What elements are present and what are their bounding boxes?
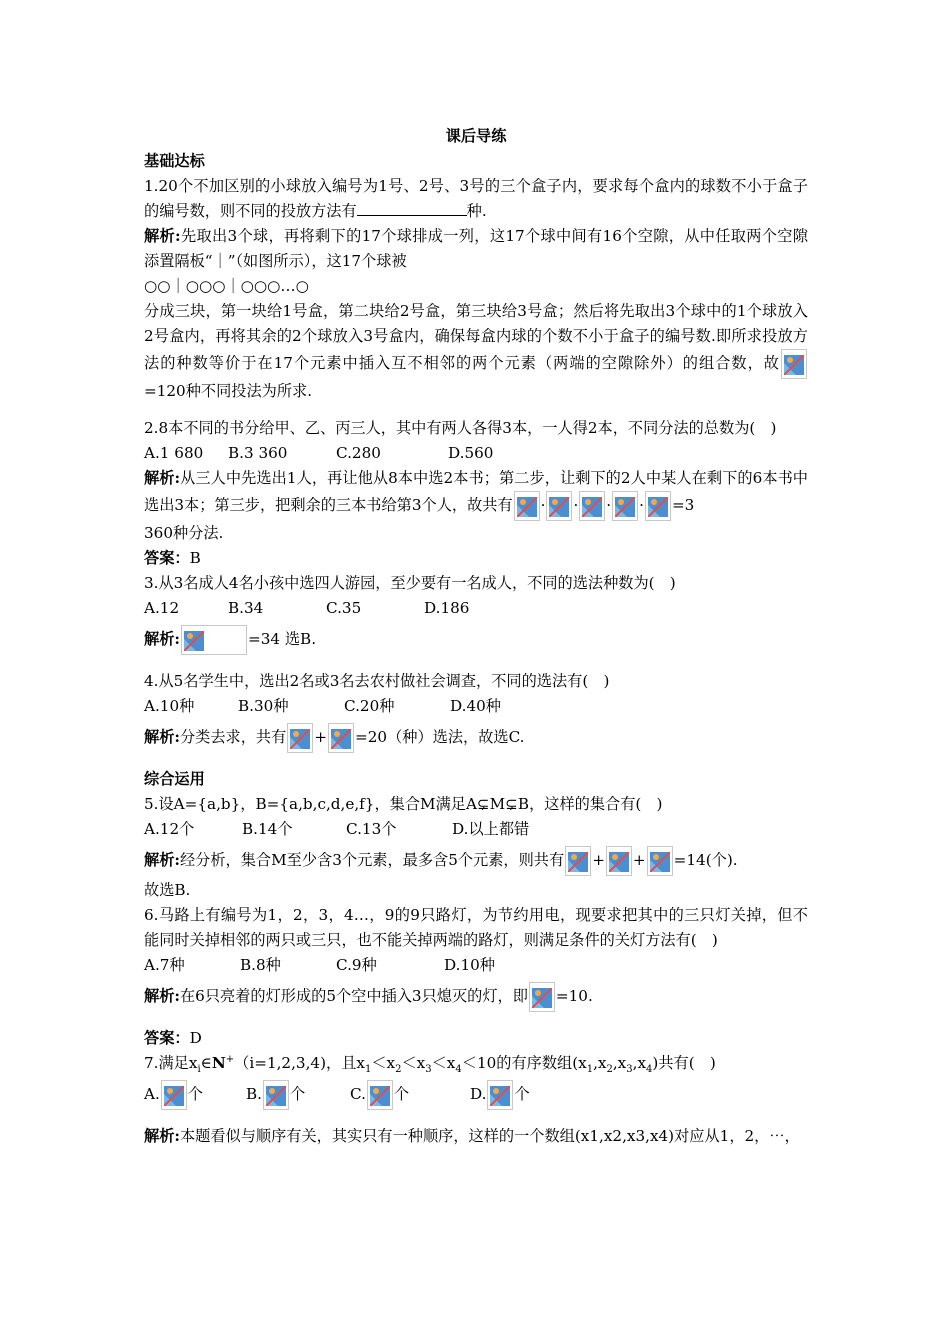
formula-image-icon xyxy=(546,491,572,521)
solution-label: 解析: xyxy=(144,227,181,245)
option-b: B.14个 xyxy=(242,820,293,838)
formula-image-icon xyxy=(645,491,671,521)
option-d: D.186 xyxy=(424,599,470,617)
solution-label: 解析: xyxy=(144,728,180,746)
solution-4: 解析:分类去求，共有 + =20（种）选法，故选C. xyxy=(144,719,808,755)
formula-image-icon xyxy=(367,1080,393,1110)
options-2 xyxy=(144,441,808,466)
options-7 xyxy=(144,1076,808,1112)
formula-image-icon xyxy=(161,1080,187,1110)
formula-image-icon xyxy=(647,846,673,876)
formula-image-icon xyxy=(514,491,540,521)
solution-5-cont: 故选B. xyxy=(144,881,191,899)
section-heading-comprehensive: 综合运用 xyxy=(144,770,205,788)
answer-label: 答案： xyxy=(144,1029,190,1047)
formula-image-icon xyxy=(328,723,354,753)
option-c: C.35 xyxy=(326,599,362,617)
solution-label: 解析: xyxy=(144,630,180,648)
question-3: 3.从3名成人4名小孩中选四人游园，至少要有一名成人，不同的选法种数为( ) xyxy=(144,574,676,592)
option-a: A.1 680 xyxy=(144,444,204,462)
solution-2-cont: 360种分法. xyxy=(144,524,224,542)
answer-label: 答案： xyxy=(144,549,190,567)
option-d: D.560 xyxy=(448,444,494,462)
formula-image-icon xyxy=(606,846,632,876)
option-b: B.8种 xyxy=(240,956,281,974)
formula-image-icon xyxy=(181,625,247,655)
section-heading-basic: 基础达标 xyxy=(144,152,205,170)
options-3 xyxy=(144,596,808,621)
options-5 xyxy=(144,817,808,842)
option-b: B. 个 xyxy=(246,1076,350,1112)
answer-6: 答案：D xyxy=(144,1029,202,1047)
solution-label: 解析: xyxy=(144,1127,180,1145)
solution-1: 解析:先取出3个球，再将剩下的17个球排成一列，这17个球中间有16个空隙，从中任取两个空隙添置隔板“｜”（如图所示），这17个球被 xyxy=(144,227,809,270)
formula-image-icon xyxy=(529,982,555,1012)
question-2: 2.8本不同的书分给甲、乙、丙三人，其中有两人各得3本，一人得2本，不同分法的总数为( ) xyxy=(144,419,777,437)
option-a: A.12 xyxy=(144,599,180,617)
option-d: D.以上都错 xyxy=(452,820,530,838)
question-5: 5.设A={a,b}，B={a,b,c,d,e,f}，集合M满足A⊊M⊊B，这样的集合有( ) xyxy=(144,795,663,813)
answer-2: 答案：B xyxy=(144,549,201,567)
option-b: B.30种 xyxy=(238,697,289,715)
option-a: A.12个 xyxy=(144,820,195,838)
solution-2: 解析:从三人中先选出1人，再让他从8本中选2本书；第二步，让剩下的2人中某人在剩下的6本书中选出3本；第三步，把剩余的三本书给第3个人，故共有 · · · · =3 xyxy=(144,466,808,521)
formula-image-icon xyxy=(781,349,807,379)
formula-image-icon xyxy=(612,491,638,521)
solution-label: 解析: xyxy=(144,469,181,487)
formula-image-icon xyxy=(487,1080,513,1110)
option-c: C. 个 xyxy=(350,1076,470,1112)
solution-3: 解析: =34 选B. xyxy=(144,621,808,657)
document-page xyxy=(144,122,808,1149)
options-6 xyxy=(144,953,808,978)
formula-image-icon xyxy=(579,491,605,521)
question-1: 1.20个不加区别的小球放入编号为1号、2号、3号的三个盒子内，要求每个盒内的球数不小于盒子的编号数，则不同的投放方法有 种. xyxy=(144,177,808,220)
solution-5: 解析:经分析，集合M至少含3个元素，最多含5个元素，则共有 + + =14(个). xyxy=(144,842,808,878)
option-b: B.3 360 xyxy=(228,444,288,462)
question-7: 7.满足$x_i\in N^+(i=1,2,3,4)$，且$x_1<x_2<x_3<x_4<10$的有序数组$(x_1,x_2,x_3,x_4)$共有( ) xyxy=(144,1053,716,1076)
question-4: 4.从5名学生中，选出2名或3名去农村做社会调查，不同的选法有( ) xyxy=(144,672,610,690)
option-d: D. 个 xyxy=(470,1076,530,1112)
formula-image-icon xyxy=(565,846,591,876)
page-title: 课后导练 xyxy=(445,127,507,145)
solution-6: 解析:在6只亮着的灯形成的5个空中插入3只熄灭的灯，即 =10. xyxy=(144,978,808,1014)
solution-label: 解析: xyxy=(144,987,180,1005)
solution-1-cont: 分成三块，第一块给1号盒，第二块给2号盒，第三块给3号盒；然后将先取出3个球中的1个球放入2号盒内，再将其余的2个球放入3号盒内，确保每盒内球的个数不小于盒子的编号数.即所求投放方法的种数等价于在17个元素中插入互不相邻的两个元素（两端的空隙除外）的组合数，故 =120种不同投法为所求. xyxy=(144,302,808,400)
option-c: C.20种 xyxy=(344,697,395,715)
option-a: A.7种 xyxy=(144,956,185,974)
balls-diagram: ○○｜○○○｜○○○…○ xyxy=(144,277,309,295)
options-4 xyxy=(144,694,808,719)
solution-label: 解析: xyxy=(144,851,180,869)
option-d: D.10种 xyxy=(444,956,495,974)
option-c: C.9种 xyxy=(336,956,377,974)
solution-7: 解析:本题看似与顺序有关，其实只有一种顺序，这样的一个数组(x1,x2,x3,x4)对应从1，2，⋯， xyxy=(144,1127,800,1145)
question-6: 6.马路上有编号为1，2，3，4…，9的9只路灯，为节约用电，现要求把其中的三只灯关掉，但不能同时关掉相邻的两只或三只，也不能关掉两端的路灯，则满足条件的关灯方法有( ) xyxy=(144,906,808,949)
formula-image-icon xyxy=(287,723,313,753)
answer-blank xyxy=(357,200,467,216)
option-b: B.34 xyxy=(228,599,264,617)
option-d: D.40种 xyxy=(450,697,501,715)
option-c: C.13个 xyxy=(346,820,397,838)
option-a: A.10种 xyxy=(144,697,195,715)
option-a: A. 个 xyxy=(144,1076,246,1112)
formula-image-icon xyxy=(263,1080,289,1110)
option-c: C.280 xyxy=(336,444,381,462)
